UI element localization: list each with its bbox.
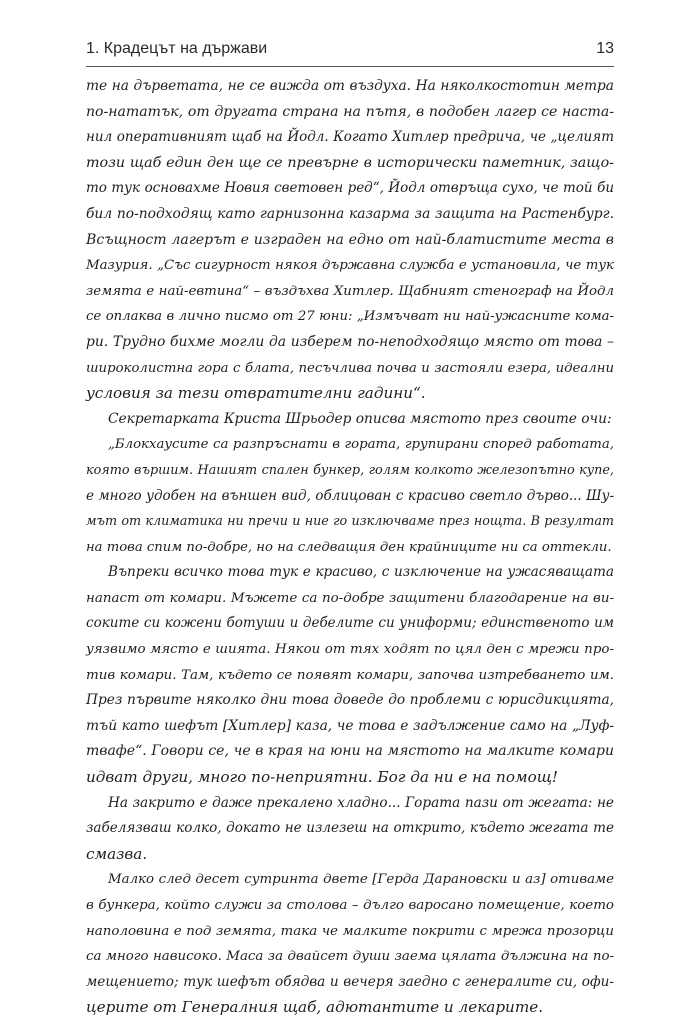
text-line: която вършим. Нашият спален бункер, голям колкото железопътно купе, — [86, 462, 614, 478]
text-line: твафе“. Говори се, че в края на юни на мястото на малките комари — [86, 743, 614, 760]
text-line: тъй като шефът [Хитлер] каза, че това е задължение само на „Луф- — [86, 717, 614, 734]
text-line: то тук основахме Новия световен ред“, Йодл отвръща сухо, че той би — [86, 180, 614, 197]
paragraph — [86, 74, 614, 407]
text-line: на това спим по-добре, но на следващия ден крайниците ни са оттекли. — [86, 539, 612, 555]
page-number: 13 — [596, 40, 614, 57]
text-line: „Блокхаусите са разпръснати в гората, групирани според работата, — [108, 437, 614, 453]
text-line: наполовина е под земята, така че малките покрити с мрежа прозорци — [86, 923, 614, 939]
text-line: напаст от комари. Мъжете са по-добре защитени благодарение на ви- — [86, 590, 614, 606]
text-line: забелязваш колко, докато не излезеш на открито, където жегата те — [86, 820, 614, 837]
text-line: Мазурия. „Със сигурност някоя държавна служба е установила, че тук — [86, 258, 614, 274]
paragraph — [86, 407, 614, 433]
text-line: широколистна гора с блата, песъчлива почва и застояли езера, идеални — [86, 360, 614, 376]
paragraph — [86, 432, 614, 560]
text-line: е много удобен на външен вид, облицован с красиво светло дърво... Шу- — [86, 487, 614, 504]
text-line: Секретарката Криста Шрьодер описва мястото през своите очи: — [108, 410, 612, 427]
paragraph — [86, 791, 614, 868]
chapter-title: 1. Крадецът на държави — [86, 40, 268, 57]
text-line: ри. Трудно бихме могли да изберем по-неподходящо място от това – — [86, 333, 614, 350]
text-line: по-нататък, от другата страна на пътя, в подобен лагер се наста- — [86, 103, 614, 120]
text-line: условия за тези отвратителни гадини“. — [86, 384, 426, 403]
text-line: тив комари. Там, където се появят комари, започва изтребването им. — [86, 667, 614, 683]
text-line: церите от Генералния щаб, адютантите и лекарите. — [86, 998, 544, 1017]
text-line: През първите няколко дни това доведе до проблеми с юрисдикцията, — [86, 692, 614, 709]
header-divider — [86, 66, 614, 67]
text-line: мът от климатика ни пречи и ние го изключваме през нощта. В резултат — [86, 514, 614, 530]
text-line: мещението; тук шефът обядва и вечеря заедно с генералите си, офи- — [86, 973, 614, 990]
text-line: соките си кожени ботуши и дебелите си униформи; единственото им — [86, 615, 614, 632]
text-line: идват други, много по-неприятни. Бог да ни е на помощ! — [86, 768, 559, 787]
text-line: бил по-подходящ като гарнизонна казарма за защита на Растенбург. — [86, 205, 614, 222]
text-line: уязвимо място е шията. Някои от тях ходят по цял ден с мрежи про- — [86, 642, 614, 658]
text-line: Малко след десет сутринта двете [Герда Дарановски и аз] отиваме — [108, 872, 614, 888]
paragraph — [86, 560, 614, 790]
paragraph — [86, 867, 614, 1021]
text-line: този щаб един ден ще се превърне в исторически паметник, защо- — [86, 154, 614, 171]
text-line: смазва. — [86, 844, 148, 863]
text-line: Въпреки всичко това тук е красиво, с изключение на ужасяващата — [108, 564, 614, 581]
text-line: нил оперативният щаб на Йодл. Когато Хитлер предрича, че „целият — [86, 129, 614, 146]
text-line: Всъщност лагерът е изграден на едно от най-блатистите места в — [86, 231, 614, 248]
text-line: земята е най-евтина“ – въздъхва Хитлер. Щабният стенограф на Йодл — [86, 283, 614, 299]
text-line: се оплаква в лично писмо от 27 юни: „Измъчват ни най-ужасните кома- — [86, 309, 614, 325]
running-header — [86, 36, 614, 64]
text-line: в бункера, който служи за столова – дълго варосано помещение, което — [86, 898, 614, 913]
text-line: те на дърветата, не се вижда от въздуха. На няколкостотин метра — [86, 78, 614, 94]
text-line: На закрито е даже прекалено хладно... Гората пази от жегата: не — [108, 794, 614, 811]
text-line: са много нависоко. Маса за двайсет души заема цялата дължина на по- — [86, 949, 614, 965]
page-body — [86, 74, 614, 1021]
